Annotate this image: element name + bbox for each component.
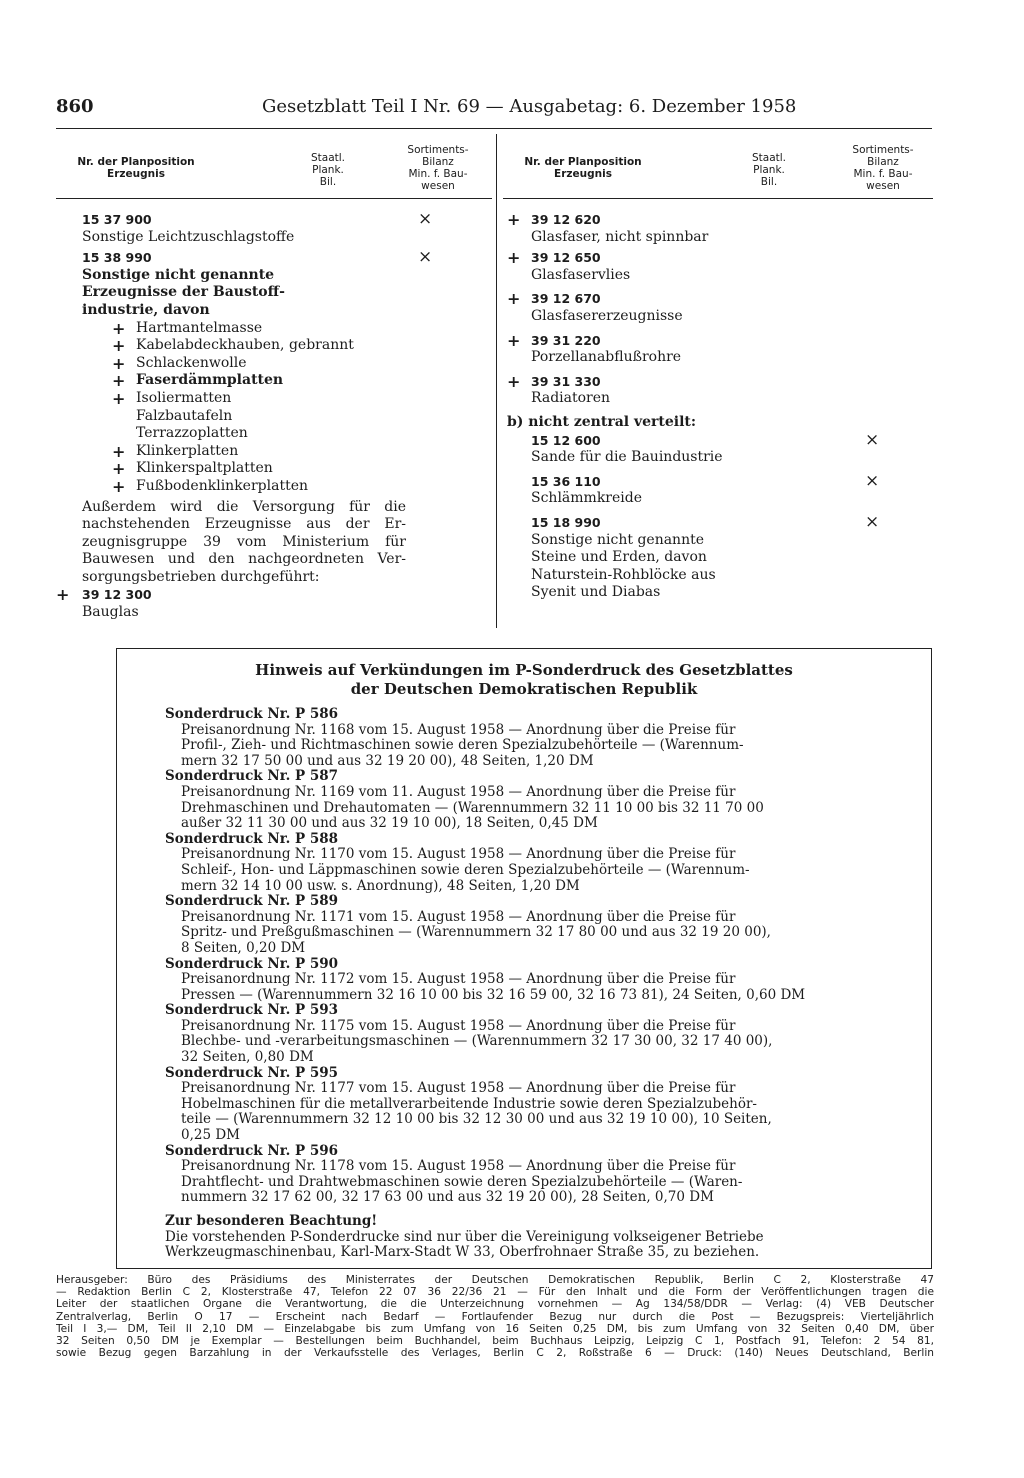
entry-row: [56, 249, 492, 267]
imprint-footer: [56, 1274, 934, 1359]
plus-mark: +: [56, 585, 70, 605]
notice-text-line: 0,25 DM: [181, 1127, 240, 1144]
attention-text-line: Die vorstehenden P-Sonderdrucke sind nur über die Vereinigung volkseigener Betriebe: [165, 1228, 764, 1245]
plus-mark: +: [112, 459, 126, 479]
plus-mark: +: [112, 388, 126, 408]
notice-item-heading: Sonderdruck Nr. P 586: [165, 706, 338, 722]
sub-item: [56, 320, 492, 338]
notice-item-text: [165, 785, 827, 832]
position-header-line: Erzeugnis: [554, 168, 612, 180]
left-column-header: [56, 134, 492, 199]
notice-text-line: Preisanordnung Nr. 1169 vom 11. August 1958 — Anordnung über die Preise für: [181, 783, 736, 800]
notice-text-line: Preisanordnung Nr. 1172 vom 15. August 1958 — Anordnung über die Preise für: [181, 971, 736, 988]
sortiments-header: [388, 144, 488, 192]
notice-text-line: Preisanordnung Nr. 1178 vom 15. August 1958 — Anordnung über die Preise für: [181, 1158, 736, 1175]
staatl-header: [739, 152, 799, 188]
notice-text-line: nummern 32 17 62 00, 32 17 63 00 und aus 32 19 20 00), 28 Seiten, 0,70 DM: [181, 1189, 714, 1206]
entry-row: [503, 429, 933, 450]
entry-text-line: industrie, davon: [82, 301, 210, 318]
position-header: [56, 156, 216, 180]
cross-mark: ×: [865, 470, 880, 491]
plus-mark: +: [112, 371, 126, 391]
plus-mark: +: [507, 371, 521, 391]
paragraph-line: zeugnisgruppe 39 vom Ministerium für: [82, 533, 406, 550]
entry-code: 15 37 900: [82, 212, 152, 227]
notice-title: [117, 661, 931, 699]
notice-text-line: Drehmaschinen und Drehautomaten — (Warennummern 32 11 10 00 bis 32 11 70 00: [181, 799, 764, 816]
notice-text-line: Hobelmaschinen für die metallverarbeitende Industrie sowie deren Spezialzubehör-: [181, 1095, 757, 1112]
entry-row: [503, 290, 933, 308]
notice-item: [165, 707, 827, 769]
imprint-line: Leiter der staatlichen Organe die Verantwortung, die die Unterzeichnung vornehmen — Ag 134/58/DDR — Verlag: (4) VEB Deutscher: [56, 1298, 934, 1311]
entry-code: 39 31 330: [531, 373, 601, 389]
staatl-header-line: Staatl.: [751, 152, 787, 164]
sortiments-header-line: Bilanz: [867, 156, 899, 168]
section-heading: b) nicht zentral verteilt:: [507, 413, 697, 430]
notice-item-text: [165, 847, 827, 894]
notice-text-line: Preisanordnung Nr. 1177 vom 15. August 1958 — Anordnung über die Preise für: [181, 1080, 736, 1097]
notice-text-line: Spritz- und Preßgußmaschinen — (Warennummern 32 17 80 00 und aus 32 19 20 00),: [181, 924, 771, 941]
page-number: 860: [56, 96, 94, 117]
staatl-header: [298, 152, 358, 188]
position-header: [503, 156, 663, 180]
imprint-line: Herausgeber: Büro des Präsidiums des Ministerrates der Deutschen Demokratischen Republik, Berlin C 2, Klosterstraße 47: [56, 1274, 934, 1286]
sub-item-label: Fußbodenklinkerplatten: [136, 477, 308, 494]
plus-mark: +: [112, 476, 126, 496]
notice-title-line: Hinweis auf Verkündungen im P-Sonderdruck des Gesetzblattes: [255, 661, 793, 679]
entry-code: 15 36 110: [531, 473, 601, 489]
entry-row: [503, 511, 933, 532]
entry-code: 15 18 990: [531, 514, 601, 530]
notice-text-line: Drahtflecht- und Drahtwebmaschinen sowie deren Spezialzubehörteile — (Waren-: [181, 1173, 743, 1190]
entry-row: [503, 332, 933, 350]
notice-text-line: Preisanordnung Nr. 1168 vom 15. August 1958 — Anordnung über die Preise für: [181, 721, 736, 738]
notice-item-text: [165, 1159, 827, 1206]
sub-item: [56, 390, 492, 408]
entry-row: [503, 373, 933, 391]
entry-name: Porzellanabflußrohre: [531, 349, 682, 366]
entry-text-line: Sonstige nicht genannte: [82, 266, 275, 283]
notice-item-text: [165, 1019, 827, 1066]
entry-text-line: Naturstein-Rohblöcke aus: [531, 566, 716, 583]
notice-text-line: Schleif-, Hon- und Läppmaschinen sowie deren Spezialzubehörteile — (Warennum-: [181, 861, 750, 878]
sub-item-label: Klinkerspaltplatten: [136, 460, 273, 477]
header-rule: [56, 128, 932, 129]
sub-item-label: Isoliermatten: [136, 389, 232, 406]
left-entries: [56, 199, 492, 622]
notice-item-heading: Sonderdruck Nr. P 588: [165, 830, 338, 847]
attention-text: [165, 1230, 827, 1261]
notice-text-line: mern 32 17 50 00 und aus 32 19 20 00), 48 Seiten, 1,20 DM: [181, 752, 594, 769]
staatl-header-line: Plank.: [753, 164, 785, 176]
sortiments-header-line: Bilanz: [422, 156, 454, 168]
entry-row: [503, 249, 933, 267]
sortiments-header-line: Sortiments-: [852, 144, 914, 156]
notice-text-line: teile — (Warennummern 32 12 10 00 bis 32 12 30 00 und aus 32 19 10 00), 10 Seiten,: [181, 1111, 772, 1128]
staatl-header-line: Staatl.: [310, 152, 346, 164]
entry-name: Sande für die Bauindustrie: [531, 449, 723, 466]
notice-item: [165, 1003, 827, 1065]
sub-item: [56, 372, 492, 390]
plus-mark: +: [112, 441, 126, 461]
entry-name: Radiatoren: [531, 390, 611, 407]
sub-item-label: Faserdämmplatten: [136, 372, 284, 389]
column-divider: [496, 134, 497, 628]
entry-name: Glasfaservlies: [531, 266, 631, 283]
cross-mark: ×: [865, 429, 880, 450]
notice-item: [165, 769, 827, 831]
entry-text-line: Steine und Erden, davon: [531, 549, 707, 566]
sub-item-label: Kabelabdeckhauben, gebrannt: [136, 337, 354, 354]
notice-box: [116, 648, 932, 1269]
notice-text-line: außer 32 11 30 00 und aus 32 19 10 00), 18 Seiten, 0,45 DM: [181, 815, 598, 832]
sub-item: [56, 478, 492, 496]
imprint-line: 32 Seiten 0,50 DM je Exemplar — Bestellungen beim Buchhandel, beim Buchhaus Leipzig, Leipzig C 1, Postfach 91, Telefon: 2 54 81,: [56, 1335, 934, 1348]
sub-item: [56, 408, 492, 426]
imprint-line: Teil I 3,— DM, Teil II 2,10 DM — Einzelabgabe bis zum Umfang von 16 Seiten 0,25 DM, bis zum Umfang von 32 Seiten 0,40 DM, über: [56, 1322, 934, 1335]
sub-item-label: Schlackenwolle: [136, 354, 247, 371]
entry-name: Bauglas: [82, 604, 139, 621]
left-column: [56, 134, 492, 622]
paragraph-line: Bauwesen und den nachgeordneten Ver-: [82, 551, 406, 568]
cross-mark: ×: [418, 247, 433, 268]
notice-list: [165, 707, 827, 1261]
sortiments-header-line: Min. f. Bau-: [853, 168, 913, 180]
entry-text-line: Erzeugnisse der Baustoff-: [82, 284, 285, 301]
plus-mark: +: [507, 330, 521, 350]
entry-code: 15 12 600: [531, 432, 601, 448]
right-entries: [503, 199, 933, 602]
notice-text-line: Preisanordnung Nr. 1170 vom 15. August 1958 — Anordnung über die Preise für: [181, 846, 736, 863]
cross-mark: ×: [865, 511, 880, 532]
plus-mark: +: [112, 336, 126, 356]
imprint-line: Zentralverlag, Berlin O 17 — Erscheint nach Bedarf — Fortlaufender Bezug nur durch die Post — Bezugspreis: Vierteljährlich: [56, 1310, 934, 1323]
notice-item: [165, 1066, 827, 1144]
entry-code: 39 12 300: [82, 587, 152, 603]
notice-item: [165, 1144, 827, 1206]
sortiments-header: [833, 144, 933, 192]
plus-mark: +: [112, 353, 126, 373]
paragraph-line: nachstehenden Erzeugnisse aus der Er-: [82, 516, 406, 533]
sub-item-label: Hartmantelmasse: [136, 319, 263, 336]
staatl-header-line: Bil.: [319, 176, 337, 188]
notice-item-text: [165, 910, 827, 957]
notice-text-line: Pressen — (Warennummern 32 16 10 00 bis 32 16 59 00, 32 16 73 81), 24 Seiten, 0,60 DM: [181, 986, 806, 1003]
sortiments-header-line: wesen: [421, 180, 455, 192]
entry-row: [56, 211, 492, 229]
plus-mark: +: [507, 289, 521, 309]
staatl-header-line: Plank.: [312, 164, 344, 176]
notice-item-heading: Sonderdruck Nr. P 593: [165, 1002, 338, 1019]
entry-row: [56, 586, 492, 604]
notice-item-heading: Sonderdruck Nr. P 595: [165, 1064, 338, 1081]
notice-item-heading: Sonderdruck Nr. P 590: [165, 955, 338, 972]
sub-item: [56, 337, 492, 355]
notice-item-text: [165, 1081, 827, 1143]
notice-text-line: Blechbe- und -verarbeitungsmaschinen — (Warennummern 32 17 30 00, 32 17 40 00),: [181, 1033, 773, 1050]
entry-name: Schlämmkreide: [531, 490, 643, 507]
position-header-line: Nr. der Planposition: [77, 156, 195, 168]
notice-item: [165, 957, 827, 1004]
notice-item-heading: Sonderdruck Nr. P 589: [165, 893, 338, 910]
notice-title-line: der Deutschen Demokratischen Republik: [350, 680, 698, 698]
entry-code: 39 12 620: [531, 212, 601, 227]
attention-text-line: Werkzeugmaschinenbau, Karl-Marx-Stadt W 33, Oberfrohnaer Straße 35, zu beziehen.: [165, 1244, 760, 1261]
attention-heading: Zur besonderen Beachtung!: [165, 1213, 378, 1229]
sub-item: [56, 460, 492, 478]
staatl-header-line: Bil.: [760, 176, 778, 188]
sortiments-header-line: Sortiments-: [407, 144, 469, 156]
notice-text-line: Preisanordnung Nr. 1171 vom 15. August 1958 — Anordnung über die Preise für: [181, 908, 736, 925]
entry-name: Glasfasererzeugnisse: [531, 307, 683, 324]
plus-mark: +: [112, 318, 126, 338]
notice-item-text: [165, 723, 827, 770]
position-header-line: Nr. der Planposition: [524, 156, 642, 168]
entry-code: 15 38 990: [82, 250, 152, 266]
entry-row: [503, 211, 933, 229]
imprint-line: — Redaktion Berlin C 2, Klosterstraße 47, Telefon 22 07 36 22/36 21 — Für den Inhalt und die Form der Veröffentlichungen tragen die: [56, 1286, 934, 1299]
entry-text-line: Sonstige nicht genannte: [531, 531, 705, 548]
position-header-line: Erzeugnis: [107, 168, 165, 180]
notice-text-line: Profil-, Zieh- und Richtmaschinen sowie deren Spezialzubehörteile — (Warennum-: [181, 737, 744, 754]
sub-item-label: Falzbautafeln: [136, 407, 233, 424]
cross-mark: ×: [418, 209, 433, 229]
notice-text-line: 8 Seiten, 0,20 DM: [181, 939, 306, 956]
sortiments-header-line: wesen: [866, 180, 900, 192]
notice-item-heading: Sonderdruck Nr. P 587: [165, 768, 338, 785]
notice-item: [165, 832, 827, 894]
plus-mark: +: [507, 248, 521, 268]
notice-item-text: [165, 972, 827, 1003]
sub-item: [56, 425, 492, 443]
entry-text-line: Syenit und Diabas: [531, 584, 661, 601]
page-header-title: Gesetzblatt Teil I Nr. 69 — Ausgabetag: 6. Dezember 1958: [262, 96, 797, 117]
sub-item: [56, 443, 492, 461]
entry-name: Glasfaser, nicht spinnbar: [531, 228, 709, 245]
sub-item-label: Klinkerplatten: [136, 442, 239, 459]
entry-code: 39 12 670: [531, 291, 601, 307]
notice-text-line: Preisanordnung Nr. 1175 vom 15. August 1958 — Anordnung über die Preise für: [181, 1017, 736, 1034]
paragraph-line: Außerdem wird die Versorgung für die: [82, 498, 406, 515]
right-column-header: [503, 134, 933, 199]
entry-name: Sonstige Leichtzuschlagstoffe: [82, 228, 295, 245]
paragraph-line: sorgungsbetrieben durchgeführt:: [82, 568, 320, 585]
sortiments-header-line: Min. f. Bau-: [408, 168, 468, 180]
notice-item: [165, 894, 827, 956]
notice-text-line: mern 32 14 10 00 usw. s. Anordnung), 48 Seiten, 1,20 DM: [181, 877, 580, 894]
right-column: [503, 134, 933, 602]
sub-item-label: Terrazzoplatten: [136, 425, 248, 442]
entry-code: 39 12 650: [531, 250, 601, 266]
plus-mark: +: [507, 210, 521, 229]
notice-text-line: 32 Seiten, 0,80 DM: [181, 1049, 314, 1066]
imprint-line: sowie Bezug gegen Barzahlung in der Verkaufsstelle des Verlages, Berlin C 2, Roßstraße 6 — Druck: (140) Neues Deutschland, Berlin: [56, 1347, 934, 1360]
entry-code: 39 31 220: [531, 332, 601, 348]
entry-row: [503, 470, 933, 491]
sub-item: [56, 355, 492, 373]
notice-item-heading: Sonderdruck Nr. P 596: [165, 1142, 338, 1159]
